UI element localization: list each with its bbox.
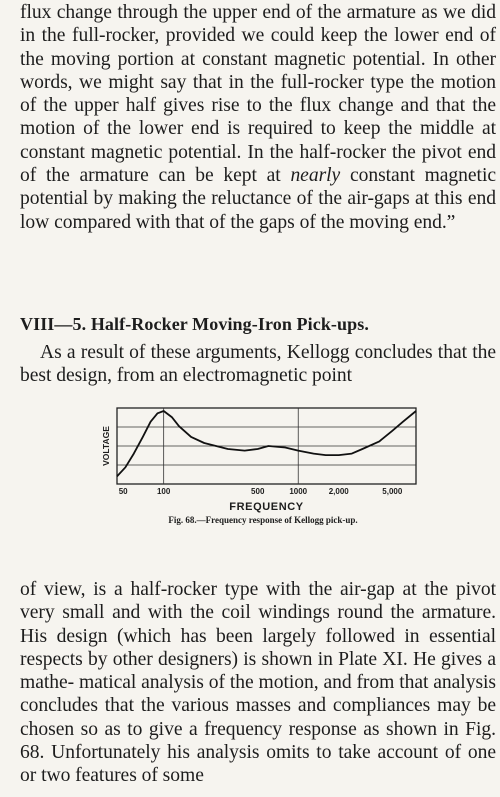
response-curve: [117, 411, 416, 476]
frequency-response-chart: [98, 402, 428, 515]
paragraph-1-emphasis: nearly: [290, 165, 341, 187]
paragraph-1-text: flux change through the upper end of the armature as we did in the full-rocker, provided we could keep the lower end of the moving portion at constant magnetic potential. In other words, we might say that in the full-rocker type the motion of the upper half gives rise to the flux change and that the motion of the lower end is required to keep the middle at constant magnetic potential. In the half-rocker the pivot end of the armature can be kept at: [20, 2, 496, 187]
x-tick-label: 50: [118, 487, 128, 496]
figure-caption: Fig. 68.—Frequency response of Kellogg pick-up.: [168, 515, 358, 525]
x-tick-label: 100: [156, 487, 171, 496]
x-tick-label: 500: [251, 487, 265, 496]
paragraph-2: As a result of these arguments, Kellogg concludes that the best design, from an electromagnetic point: [20, 342, 496, 387]
section-heading: VIII—5. Half-Rocker Moving-Iron Pick-ups.: [20, 314, 369, 334]
x-tick-label: 1000: [289, 487, 308, 496]
x-tick-label: 5,000: [382, 487, 403, 496]
y-axis-label: VOLTAGE: [101, 426, 111, 466]
paragraph-1-text-end: constant magnetic potential by making the reluctance of the air-gaps at this end low compared with that of the gaps of the moving end.”: [20, 165, 496, 233]
figure-68: [98, 402, 428, 532]
paragraph-3: of view, is a half-rocker type with the air-gap at the pivot very small and with the coil windings round the armature. His design (which has been largely followed in essential respects by other designers) is shown in Plate XI. He gives a mathe- matical analysis of the motion, and from that analysis concludes that the various masses and compliances may be chosen so as to give a frequency response as shown in Fig. 68. Unfortunately his analysis omits to take account of one or two features of some: [20, 579, 496, 787]
paragraph-1: [20, 1, 496, 234]
x-axis-label: FREQUENCY: [229, 501, 304, 513]
x-tick-label: 2,000: [328, 487, 349, 496]
